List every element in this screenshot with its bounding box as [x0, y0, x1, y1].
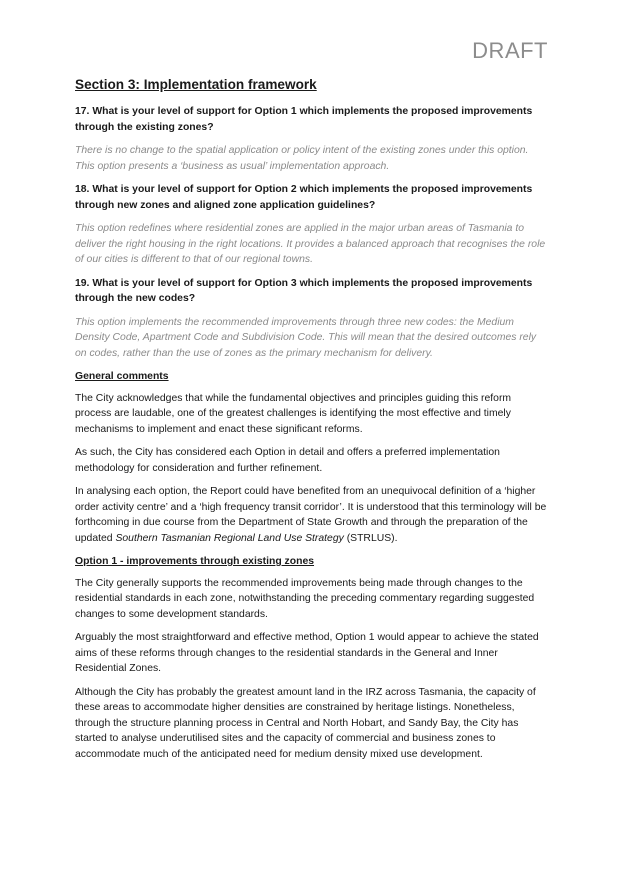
strlus-title: Southern Tasmanian Regional Land Use Strategy	[115, 532, 344, 544]
option-1-heading: Option 1 - improvements through existing zones	[75, 556, 315, 567]
draft-watermark: DRAFT	[472, 38, 548, 63]
general-paragraph-1: The City acknowledges that while the fundamental objectives and principles guiding this reform process are laudable, one of the greatest challenges is identifying the most effective and timely mechanisms to implement and enact these significant reforms.	[75, 392, 512, 435]
general-comments-heading: General comments	[75, 371, 169, 382]
general-paragraph-3	[75, 484, 547, 546]
question-17-note: There is no change to the spatial application or policy intent of the existing zones under this option. This option presents a ‘business as usual’ implementation approach.	[75, 145, 529, 172]
option-1-paragraph-3: Although the City has probably the greatest amount land in the IRZ across Tasmania, the capacity of these areas to accommodate higher densities are constrained by heritage listings. Nonetheless, through the structure planning process in Central and North Hobart, and Sandy Bay, the City has started to analyse underutilised sites and the capacity of commercial and business zones to accommodate much of the anticipated need for medium density mixed use development.	[75, 686, 536, 760]
option-1-paragraph-1: The City generally supports the recommended improvements being made through changes to the residential standards in each zone, notwithstanding the preceding commentary regarding suggested changes to some development standards.	[75, 577, 535, 620]
document-body	[75, 76, 547, 770]
option-1-paragraph-2: Arguably the most straightforward and effective method, Option 1 would appear to achieve the stated aims of these reforms through changes to the residential standards in the General and Inner Residential Zones.	[75, 632, 539, 674]
question-19: 19. What is your level of support for Option 3 which implements the proposed improvements through the new codes?	[75, 277, 533, 304]
question-19-note: This option implements the recommended improvements through three new codes: the Medium Density Code, Apartment Code and Subdivision Code. This will mean that the desired outcomes rely on codes, rather than the use of zones as the primary mechanism for delivery.	[75, 316, 537, 359]
general-paragraph-3-end: (STRLUS).	[343, 532, 398, 544]
question-18: 18. What is your level of support for Option 2 which implements the proposed improvements through new zones and aligned zone application guidelines?	[75, 184, 533, 211]
general-paragraph-2: As such, the City has considered each Option in detail and offers a preferred implementation methodology for consideration and further refinement.	[75, 447, 500, 474]
question-17: 17. What is your level of support for Option 1 which implements the proposed improvements through the existing zones?	[75, 106, 533, 133]
section-title: Section 3: Implementation framework	[75, 77, 317, 92]
question-18-note: This option redefines where residential zones are applied in the major urban areas of Tasmania to deliver the right housing in the right locations. It provides a balanced approach that recognises the role of our cities is different to that of our regional towns.	[75, 223, 546, 265]
general-paragraph-3-text: In analysing each option, the Report could have benefited from an unequivocal definition of a ‘higher order activity centre’ and a ‘high frequency transit corridor’. It is understood that this terminology will be forthcoming in due course from the Department of State Growth and through the preparation of the updated	[75, 486, 547, 544]
